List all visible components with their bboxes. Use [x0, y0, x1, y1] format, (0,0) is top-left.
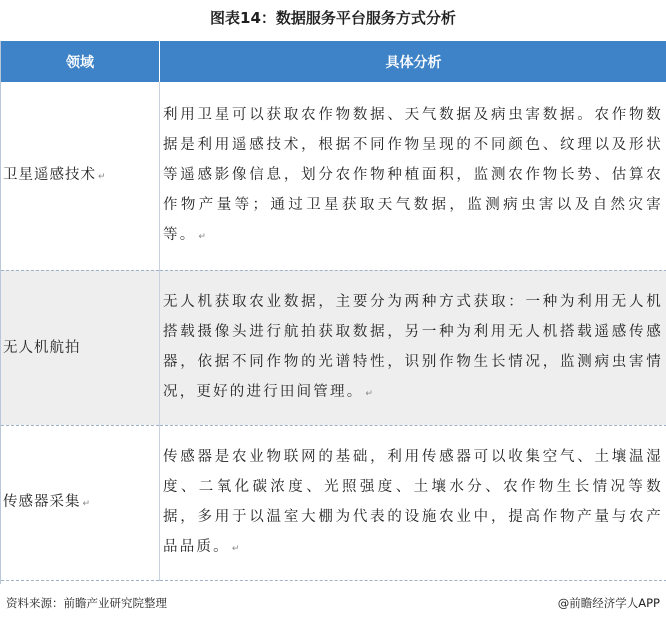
detail-text: 无人机获取农业数据，主要分为两种方式获取：一种为利用无人机搭载摄像头进行航拍获取数据，另一种为利用无人机搭载遥感传感器，依据不同作物的光谱特性，识别作物生长情况，监测病虫害情况，更好的进行田间管理。 — [163, 293, 663, 400]
domain-cell — [1, 425, 160, 580]
table-row — [1, 425, 666, 580]
table-header-row — [1, 41, 666, 82]
domain-cell — [1, 82, 160, 270]
detail-cell — [160, 82, 666, 270]
figure-title: 图表14：数据服务平台服务方式分析 — [210, 9, 456, 27]
column-header-domain: 领域 — [1, 41, 160, 82]
table-row — [1, 82, 666, 270]
brand-credit: @前瞻经济学人APP — [557, 596, 660, 610]
domain-text: 无人机航拍 — [3, 339, 81, 356]
column-header-analysis: 具体分析 — [160, 41, 666, 82]
detail-text: 传感器是农业物联网的基础，利用传感器可以收集空气、土壤温湿度、二氧化碳浓度、光照强度、土壤水分、农作物生长情况等数据，多用于以温室大棚为代表的设施农业中，提高作物产量与农产品品质。 — [163, 448, 663, 555]
paragraph-mark-icon: ↵ — [82, 498, 91, 509]
analysis-table — [1, 41, 666, 581]
paragraph-mark-icon: ↵ — [365, 388, 373, 399]
detail-cell — [160, 270, 666, 425]
detail-text: 利用卫星可以获取农作物数据、天气数据及病虫害数据。农作物数据是利用遥感技术，根据不同作物呈现的不同颜色、纹理以及形状等遥感影像信息，划分农作物种植面积，监测农作物长势、估算农作物产量等；通过卫星获取天气数据，监测病虫害以及自然灾害等。 — [163, 106, 663, 243]
analysis-table-container — [0, 41, 666, 584]
detail-cell — [160, 425, 666, 580]
domain-cell — [1, 270, 160, 425]
paragraph-mark-icon: ↵ — [198, 231, 206, 242]
paragraph-mark-icon: ↵ — [231, 543, 240, 554]
source-note: 资料来源：前瞻产业研究院整理 — [6, 596, 167, 610]
table-row — [1, 270, 666, 425]
paragraph-mark-icon: ↵ — [98, 171, 106, 182]
domain-text: 卫星遥感技术 — [3, 166, 96, 183]
domain-text: 传感器采集 — [3, 493, 81, 510]
